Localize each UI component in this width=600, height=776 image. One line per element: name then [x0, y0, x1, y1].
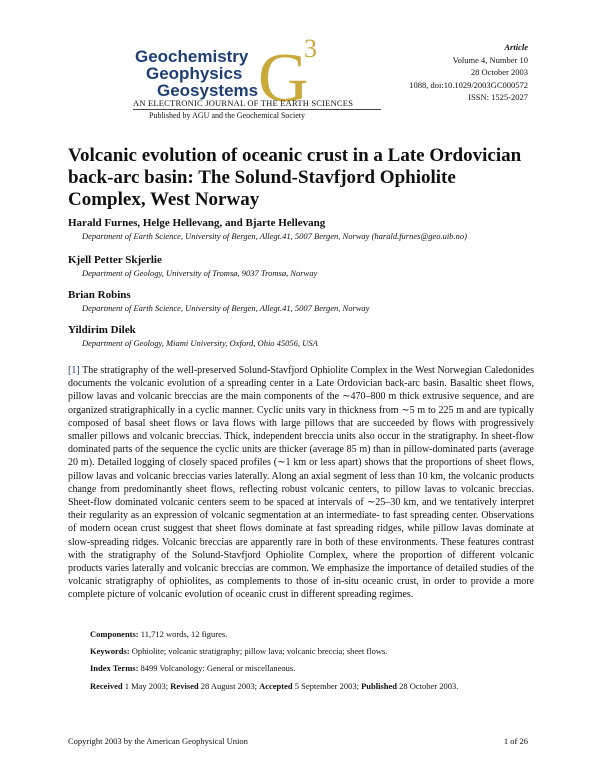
revised-date: 28 August 2003;	[200, 681, 257, 691]
volume-number: Volume 4, Number 10	[452, 54, 528, 65]
author-affiliation: Department of Geology, University of Tromsø, 9037 Tromsø, Norway	[82, 268, 318, 278]
components-label: Components:	[90, 629, 139, 639]
keywords-line	[90, 646, 540, 657]
doi-link[interactable]: 1088, doi:10.1029/2003GC000572	[409, 79, 528, 90]
author-names: Brian Robins	[68, 289, 131, 301]
author-group-4	[68, 323, 538, 349]
author-names: Kjell Petter Skjerlie	[68, 254, 162, 266]
components-line	[90, 629, 540, 640]
publication-date: 28 October 2003	[470, 67, 528, 77]
abstract	[68, 364, 534, 602]
index-terms-label: Index Terms:	[90, 663, 139, 673]
published-label: Published	[361, 681, 397, 691]
author-affiliation: Department of Earth Science, University of Bergen, Allegt.41, 5007 Bergen, Norway (harald.furnes@geo.uib.no)	[82, 231, 467, 241]
journal-name-line-2: Geophysics	[146, 64, 243, 83]
accepted-label: Accepted	[259, 681, 293, 691]
received-label: Received	[90, 681, 123, 691]
journal-tagline: AN ELECTRONIC JOURNAL OF THE EARTH SCIENCES	[133, 98, 354, 108]
article-type: Article	[504, 42, 528, 52]
paragraph-number-link[interactable]: [1]	[68, 365, 80, 376]
index-terms-value: 8499 Volcanology: General or miscellaneous.	[140, 663, 296, 673]
abstract-text: The stratigraphy of the well-preserved Solund-Stavfjord Ophiolite Complex in the West Norwegian Caledonides documents the volcanic evolution of a spreading center in a Late Ordovician back-arc basin. Basaltic sheet flows, pillow lavas and volcanic breccias are the main components of the ∼470–800 m thick extrusive sequence, and are organized stratigraphically in a cyclic manner. Cyclic units vary in thickness from ∼5 m to 225 m and are typically composed of basal sheet flows or lava flows with large pillows that are succeeded by flows with progressively smaller pillows and volcanic breccias. Thick, independent breccia units also occur in the stratigraphy. In sheet-flow dominated parts of the sequence the cyclic units are thicker (average 85 m) than in pillow-dominated parts (average 20 m). Detailed logging of closely spaced profiles (∼1 km or less apart) shows that the proportions of sheet flows, pillow lavas and volcanic breccias varies laterally. Along an axial segment of less than 10 km, the volcanic products change from predominantly sheet flows, reflecting robust volcanic centers, to pillow lavas to volcanic breccias. Sheet-flow dominated volcanic centers seem to be spaced at intervals of ∼25–30 km, and we tentatively interpret their regularity as an expression of volcanic segmentation at an intermediate- to fast spreading center. Observations of modern ocean crust suggest that sheet flows dominate at fast spreading ridges, while pillow lavas dominate at slow-spreading ridges. Volcanic breccias are apparently rare in both of these environments. These features contrast with the stratigraphy of the Solund-Stavfjord Ophiolite Complex, where the proportion of different volcanic products varies laterally and volcanic breccias are common. We emphasize the importance of detailed studies of the volcanic stratigraphy of ophiolites, as complements to those of in-situ oceanic crust, in order to provide a more complete picture of volcanic evolution of oceanic crust in different spreading regimes.	[68, 365, 534, 601]
author-group-1	[68, 216, 538, 242]
keywords-label: Keywords:	[90, 646, 130, 656]
page-number: 1 of 26	[503, 736, 528, 746]
author-group-2	[68, 253, 538, 279]
author-names: Yildirim Dilek	[68, 324, 136, 336]
history-line	[90, 681, 540, 692]
g-cubed-logo-superscript: 3	[304, 34, 317, 63]
accepted-date: 5 September 2003;	[294, 681, 359, 691]
journal-name-line-1: Geochemistry	[135, 47, 249, 66]
article-title: Volcanic evolution of oceanic crust in a Late Ordovician back-arc basin: The Solund-Stavfjord Ophiolite Complex, West Norway	[68, 145, 522, 210]
publisher-line: Published by AGU and the Geochemical Society	[149, 111, 305, 120]
article-meta	[409, 41, 528, 104]
journal-name-line-3: Geosystems	[157, 81, 259, 100]
author-affiliation: Department of Earth Science, University of Bergen, Allegt.41, 5007 Bergen, Norway	[82, 303, 370, 313]
author-group-3	[68, 288, 538, 314]
copyright-notice: Copyright 2003 by the American Geophysical Union	[68, 736, 248, 746]
components-value: 11,712 words, 12 figures.	[140, 629, 228, 639]
keywords-value: Ophiolite; volcanic stratigraphy; pillow lava; volcanic breccia; sheet flows.	[131, 646, 388, 656]
index-terms-line	[90, 663, 540, 674]
issn: ISSN: 1525-2027	[468, 92, 528, 102]
header-divider	[133, 109, 381, 110]
author-names: Harald Furnes, Helge Hellevang, and Bjarte Hellevang	[68, 217, 326, 229]
received-date: 1 May 2003;	[124, 681, 169, 691]
published-date: 28 October 2003.	[399, 681, 459, 691]
g-cubed-logo-letter: G	[258, 40, 309, 117]
author-affiliation: Department of Geology, Miami University, Oxford, Ohio 45056, USA	[82, 338, 318, 348]
revised-label: Revised	[170, 681, 199, 691]
